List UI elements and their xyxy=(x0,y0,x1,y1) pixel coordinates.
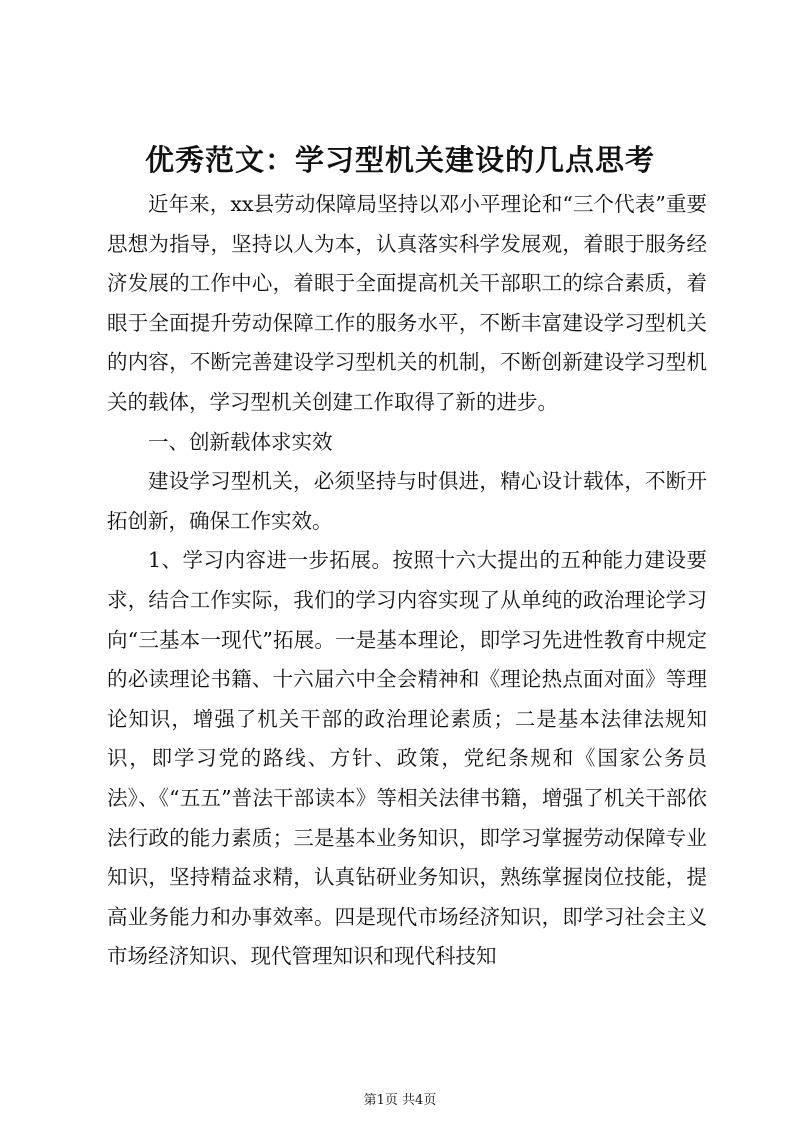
section-heading: 一、创新载体求实效 xyxy=(148,429,333,454)
paragraph-intro: 近年来，xx县劳动保障局坚持以邓小平理论和“三个代表”重要思想为指导，坚持以人为本，认真落实科学发展观，着眼于服务经济发展的工作中心，着眼于全面提高机关干部职工的综合素质，着眼于全面提升劳动保障工作的服务水平，不断丰富建设学习型机关的内容，不断完善建设学习型机关的机制，不断创新建设学习型机关的载体，学习型机关创建工作取得了新的进步。 xyxy=(107,192,707,414)
paragraph-section-intro: 建设学习型机关，必须坚持与时俱进，精心设计载体，不断开拓创新，确保工作实效。 xyxy=(107,469,707,533)
page-number-footer: 第1页 共4页 xyxy=(363,1093,437,1108)
document-body xyxy=(107,185,707,977)
document-title: 优秀范文：学习型机关建设的几点思考 xyxy=(144,143,655,177)
paragraph-learning-content: 1、学习内容进一步拓展。按照十六大提出的五种能力建设要求，结合工作实际，我们的学习内容实现了从单纯的政治理论学习向“三基本一现代”拓展。一是基本理论，即学习先进性教育中规定的必读理论书籍、十六届六中全会精神和《理论热点面对面》等理论知识，增强了机关干部的政治理论素质；二是基本法律法规知识，即学习党的路线、方针、政策，党纪条规和《国家公务员法》、《“五五”普法干部读本》等相关法律书籍，增强了机关干部依法行政的能力素质；三是基本业务知识，即学习掌握劳动保障专业知识，坚持精益求精，认真钻研业务知识，熟练掌握岗位技能，提高业务能力和办事效率。四是现代市场经济知识，即学习社会主义市场经济知识、现代管理知识和现代科技知 xyxy=(107,548,707,969)
